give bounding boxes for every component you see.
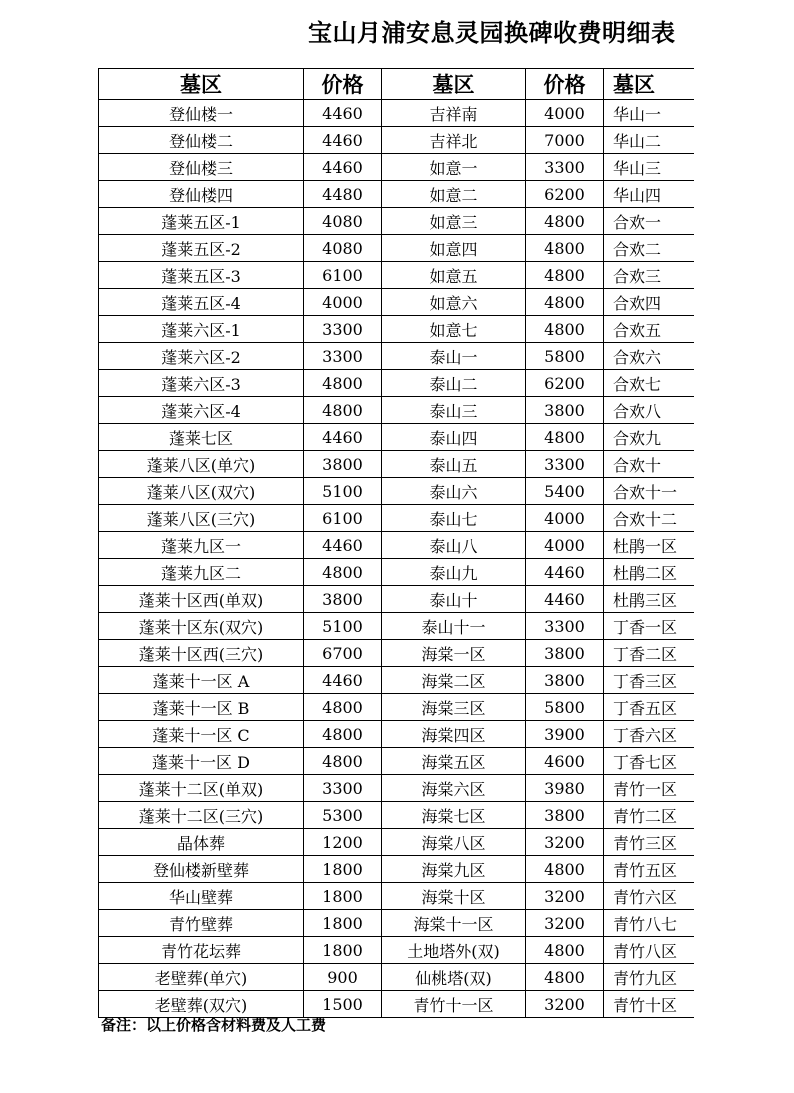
table-row: [99, 343, 695, 370]
plot-name-cell: 蓬莱六区-3: [99, 370, 304, 397]
price-cell: 6200: [526, 370, 604, 397]
plot-name-cell: 泰山五: [382, 451, 526, 478]
table-row: [99, 694, 695, 721]
price-cell: 4800: [304, 370, 382, 397]
price-cell: 6200: [526, 181, 604, 208]
plot-name-cell: 泰山十: [382, 586, 526, 613]
price-cell: 5100: [304, 613, 382, 640]
price-cell: 5800: [526, 694, 604, 721]
plot-name-cell: 老壁葬(单穴): [99, 964, 304, 991]
plot-name-cell: 登仙楼四: [99, 181, 304, 208]
price-cell: 4800: [526, 208, 604, 235]
price-cell: 4460: [304, 532, 382, 559]
plot-name-cell: 丁香一区: [604, 613, 695, 640]
table-row: [99, 235, 695, 262]
plot-name-cell: 如意二: [382, 181, 526, 208]
price-cell: 4800: [526, 235, 604, 262]
price-cell: 3300: [526, 451, 604, 478]
price-cell: 4800: [526, 937, 604, 964]
header-plot-3: 墓区: [604, 69, 695, 100]
table-row: [99, 289, 695, 316]
plot-name-cell: 海棠五区: [382, 748, 526, 775]
plot-name-cell: 蓬莱五区-1: [99, 208, 304, 235]
plot-name-cell: 海棠九区: [382, 856, 526, 883]
price-cell: 4080: [304, 235, 382, 262]
plot-name-cell: 丁香三区: [604, 667, 695, 694]
plot-name-cell: 青竹花坛葬: [99, 937, 304, 964]
plot-name-cell: 登仙楼二: [99, 127, 304, 154]
price-cell: 4460: [304, 127, 382, 154]
table-row: [99, 478, 695, 505]
table-row: [99, 667, 695, 694]
plot-name-cell: 蓬莱十一区 B: [99, 694, 304, 721]
plot-name-cell: 丁香七区: [604, 748, 695, 775]
plot-name-cell: 青竹十一区: [382, 991, 526, 1018]
plot-name-cell: 合欢四: [604, 289, 695, 316]
price-cell: 4460: [304, 100, 382, 127]
price-cell: 4600: [526, 748, 604, 775]
plot-name-cell: 海棠四区: [382, 721, 526, 748]
plot-name-cell: 蓬莱十区西(三穴): [99, 640, 304, 667]
table-row: [99, 802, 695, 829]
price-cell: 1800: [304, 937, 382, 964]
plot-name-cell: 青竹六区: [604, 883, 695, 910]
plot-name-cell: 青竹八区: [604, 937, 695, 964]
plot-name-cell: 如意四: [382, 235, 526, 262]
table-row: [99, 937, 695, 964]
plot-name-cell: 如意一: [382, 154, 526, 181]
price-cell: 3200: [526, 829, 604, 856]
plot-name-cell: 青竹三区: [604, 829, 695, 856]
plot-name-cell: 蓬莱五区-2: [99, 235, 304, 262]
plot-name-cell: 蓬莱八区(双穴): [99, 478, 304, 505]
plot-name-cell: 青竹九区: [604, 964, 695, 991]
plot-name-cell: 华山一: [604, 100, 695, 127]
price-cell: 1200: [304, 829, 382, 856]
price-cell: 4800: [526, 262, 604, 289]
price-cell: 4800: [526, 964, 604, 991]
plot-name-cell: 青竹二区: [604, 802, 695, 829]
plot-name-cell: 合欢一: [604, 208, 695, 235]
table-row: [99, 910, 695, 937]
header-plot-2: 墓区: [382, 69, 526, 100]
table-row: [99, 316, 695, 343]
table-row: [99, 424, 695, 451]
plot-name-cell: 合欢十二: [604, 505, 695, 532]
price-cell: 1500: [304, 991, 382, 1018]
table-row: [99, 775, 695, 802]
price-cell: 4000: [526, 532, 604, 559]
price-cell: 4800: [304, 397, 382, 424]
price-cell: 4460: [304, 667, 382, 694]
sheet-title: 宝山月浦安息灵园换碑收费明细表: [308, 19, 676, 47]
price-cell: 4000: [526, 100, 604, 127]
table-row: [99, 451, 695, 478]
table-row: [99, 964, 695, 991]
plot-name-cell: 蓬莱十区西(单双): [99, 586, 304, 613]
price-cell: 4800: [304, 559, 382, 586]
plot-name-cell: 丁香二区: [604, 640, 695, 667]
plot-name-cell: 蓬莱五区-3: [99, 262, 304, 289]
table-row: [99, 613, 695, 640]
plot-name-cell: 华山四: [604, 181, 695, 208]
table-row: [99, 829, 695, 856]
plot-name-cell: 蓬莱九区一: [99, 532, 304, 559]
plot-name-cell: 泰山三: [382, 397, 526, 424]
plot-name-cell: 海棠三区: [382, 694, 526, 721]
price-cell: 4800: [526, 289, 604, 316]
price-cell: 3800: [526, 397, 604, 424]
plot-name-cell: 海棠十一区: [382, 910, 526, 937]
table-row: [99, 586, 695, 613]
price-table-container: [98, 68, 694, 1018]
price-cell: 4800: [526, 316, 604, 343]
price-cell: 3800: [304, 451, 382, 478]
plot-name-cell: 青竹八七: [604, 910, 695, 937]
plot-name-cell: 老壁葬(双穴): [99, 991, 304, 1018]
plot-name-cell: 蓬莱八区(单穴): [99, 451, 304, 478]
plot-name-cell: 蓬莱六区-4: [99, 397, 304, 424]
price-cell: 4460: [304, 154, 382, 181]
plot-name-cell: 晶体葬: [99, 829, 304, 856]
plot-name-cell: 合欢六: [604, 343, 695, 370]
price-cell: 3980: [526, 775, 604, 802]
price-cell: 4460: [526, 559, 604, 586]
plot-name-cell: 合欢八: [604, 397, 695, 424]
plot-name-cell: 泰山十一: [382, 613, 526, 640]
price-cell: 6700: [304, 640, 382, 667]
plot-name-cell: 青竹五区: [604, 856, 695, 883]
plot-name-cell: 蓬莱十一区 D: [99, 748, 304, 775]
table-row: [99, 208, 695, 235]
plot-name-cell: 丁香五区: [604, 694, 695, 721]
plot-name-cell: 蓬莱六区-2: [99, 343, 304, 370]
plot-name-cell: 泰山二: [382, 370, 526, 397]
plot-name-cell: 蓬莱十一区 C: [99, 721, 304, 748]
table-row: [99, 262, 695, 289]
plot-name-cell: 杜鹃一区: [604, 532, 695, 559]
plot-name-cell: 蓬莱十区东(双穴): [99, 613, 304, 640]
table-row: [99, 397, 695, 424]
plot-name-cell: 蓬莱十二区(单双): [99, 775, 304, 802]
price-cell: 3300: [304, 343, 382, 370]
plot-name-cell: 蓬莱十一区 A: [99, 667, 304, 694]
table-row: [99, 127, 695, 154]
price-cell: 4000: [526, 505, 604, 532]
price-cell: 7000: [526, 127, 604, 154]
price-cell: 4800: [304, 721, 382, 748]
price-cell: 3800: [526, 667, 604, 694]
plot-name-cell: 泰山一: [382, 343, 526, 370]
plot-name-cell: 蓬莱七区: [99, 424, 304, 451]
price-cell: 3200: [526, 883, 604, 910]
plot-name-cell: 蓬莱六区-1: [99, 316, 304, 343]
price-cell: 6100: [304, 262, 382, 289]
price-cell: 5100: [304, 478, 382, 505]
plot-name-cell: 泰山八: [382, 532, 526, 559]
table-row: [99, 181, 695, 208]
plot-name-cell: 华山二: [604, 127, 695, 154]
table-row: [99, 154, 695, 181]
plot-name-cell: 丁香六区: [604, 721, 695, 748]
header-price-2: 价格: [526, 69, 604, 100]
plot-name-cell: 蓬莱九区二: [99, 559, 304, 586]
table-row: [99, 748, 695, 775]
plot-name-cell: 蓬莱十二区(三穴): [99, 802, 304, 829]
plot-name-cell: 华山三: [604, 154, 695, 181]
plot-name-cell: 如意五: [382, 262, 526, 289]
table-row: [99, 532, 695, 559]
plot-name-cell: 蓬莱五区-4: [99, 289, 304, 316]
plot-name-cell: 杜鹃三区: [604, 586, 695, 613]
price-cell: 5800: [526, 343, 604, 370]
price-cell: 6100: [304, 505, 382, 532]
price-cell: 4800: [304, 694, 382, 721]
plot-name-cell: 如意六: [382, 289, 526, 316]
price-cell: 3800: [526, 640, 604, 667]
price-cell: 3300: [526, 613, 604, 640]
plot-name-cell: 合欢二: [604, 235, 695, 262]
plot-name-cell: 海棠一区: [382, 640, 526, 667]
price-cell: 3800: [304, 586, 382, 613]
price-cell: 3300: [304, 775, 382, 802]
table-row: [99, 856, 695, 883]
price-cell: 1800: [304, 856, 382, 883]
plot-name-cell: 如意三: [382, 208, 526, 235]
price-cell: 3800: [526, 802, 604, 829]
price-cell: 4000: [304, 289, 382, 316]
price-cell: 3200: [526, 991, 604, 1018]
price-cell: 5400: [526, 478, 604, 505]
price-cell: 4800: [526, 424, 604, 451]
table-row: [99, 370, 695, 397]
plot-name-cell: 合欢十: [604, 451, 695, 478]
price-cell: 1800: [304, 883, 382, 910]
table-row: [99, 559, 695, 586]
plot-name-cell: 海棠二区: [382, 667, 526, 694]
plot-name-cell: 海棠六区: [382, 775, 526, 802]
price-cell: 4080: [304, 208, 382, 235]
plot-name-cell: 吉祥南: [382, 100, 526, 127]
plot-name-cell: 吉祥北: [382, 127, 526, 154]
plot-name-cell: 登仙楼新壁葬: [99, 856, 304, 883]
price-cell: 3300: [526, 154, 604, 181]
plot-name-cell: 海棠八区: [382, 829, 526, 856]
header-plot-1: 墓区: [99, 69, 304, 100]
plot-name-cell: 泰山六: [382, 478, 526, 505]
plot-name-cell: 海棠七区: [382, 802, 526, 829]
table-row: [99, 505, 695, 532]
plot-name-cell: 合欢十一: [604, 478, 695, 505]
table-row: [99, 883, 695, 910]
price-cell: 3900: [526, 721, 604, 748]
price-table: [98, 68, 694, 1018]
table-row: [99, 100, 695, 127]
price-cell: 4480: [304, 181, 382, 208]
plot-name-cell: 泰山四: [382, 424, 526, 451]
price-cell: 1800: [304, 910, 382, 937]
plot-name-cell: 华山壁葬: [99, 883, 304, 910]
plot-name-cell: 合欢五: [604, 316, 695, 343]
price-cell: 3300: [304, 316, 382, 343]
plot-name-cell: 青竹一区: [604, 775, 695, 802]
plot-name-cell: 登仙楼三: [99, 154, 304, 181]
plot-name-cell: 青竹十区: [604, 991, 695, 1018]
plot-name-cell: 土地塔外(双): [382, 937, 526, 964]
plot-name-cell: 泰山七: [382, 505, 526, 532]
table-row: [99, 721, 695, 748]
footnote: 备注：以上价格含材料费及人工费: [101, 1016, 327, 1034]
table-row: [99, 640, 695, 667]
plot-name-cell: 合欢七: [604, 370, 695, 397]
plot-name-cell: 杜鹃二区: [604, 559, 695, 586]
plot-name-cell: 仙桃塔(双): [382, 964, 526, 991]
plot-name-cell: 海棠十区: [382, 883, 526, 910]
price-cell: 4460: [304, 424, 382, 451]
price-cell: 5300: [304, 802, 382, 829]
plot-name-cell: 泰山九: [382, 559, 526, 586]
plot-name-cell: 合欢九: [604, 424, 695, 451]
plot-name-cell: 登仙楼一: [99, 100, 304, 127]
price-cell: 900: [304, 964, 382, 991]
table-body: [99, 100, 695, 1018]
header-price-1: 价格: [304, 69, 382, 100]
price-cell: 4800: [526, 856, 604, 883]
header-row: [99, 69, 695, 100]
plot-name-cell: 合欢三: [604, 262, 695, 289]
price-cell: 4800: [304, 748, 382, 775]
plot-name-cell: 蓬莱八区(三穴): [99, 505, 304, 532]
plot-name-cell: 青竹壁葬: [99, 910, 304, 937]
price-cell: 4460: [526, 586, 604, 613]
plot-name-cell: 如意七: [382, 316, 526, 343]
price-cell: 3200: [526, 910, 604, 937]
